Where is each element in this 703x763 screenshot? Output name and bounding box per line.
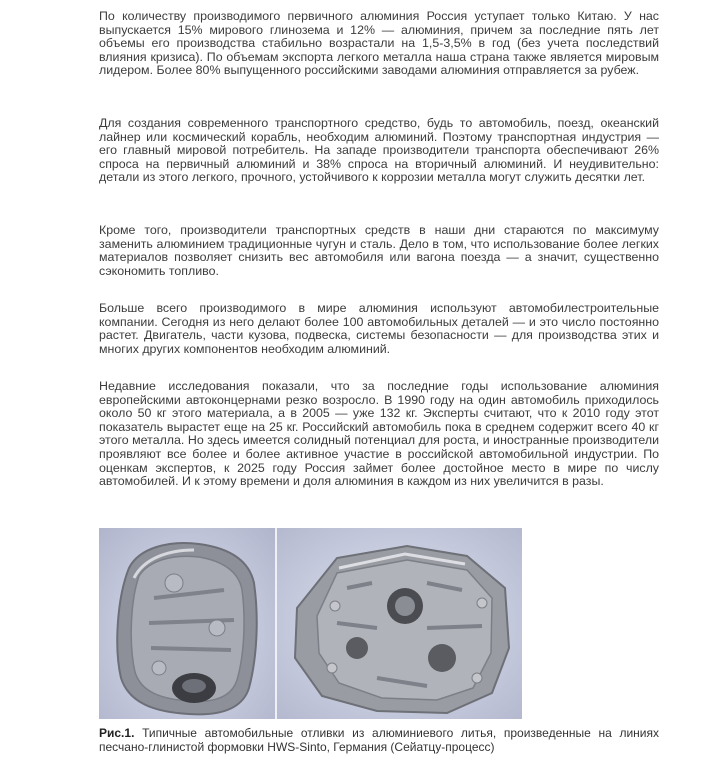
- gearbox-casting-image: [277, 528, 522, 719]
- figure-caption: [99, 727, 659, 754]
- caption-text: Типичные автомобильные отливки из алюминиевого литья, произведенные на линиях песчано-глинистой формовки HWS-Sinto, Германия (Сейатцу-процесс): [99, 726, 659, 754]
- paragraph-1: По количеству производимого первичного алюминия Россия уступает только Китаю. У нас выпускается 15% мирового глинозема и 12% — алюминия, причем за последние пять лет объемы его производства стабильно возрастали на 1,5-3,5% в год (без учета последствий влияния кризиса). По объемам экспорта легкого металла наша страна также является мировым лидером. Более 80% выпущенного российскими заводами алюминия отправляется за рубеж.: [99, 9, 659, 78]
- paragraph-5: Недавние исследования показали, что за последние годы использование алюминия европейскими автоконцернами резко возросло. В 1990 году на один автомобиль приходилось около 50 кг этого материала, а в 2005 — уже 132 кг. Эксперты считают, что к 2010 году этот показатель вырастет еще на 25 кг. Российский автомобиль пока в среднем содержит всего 40 кг этого металла. Но здесь имеется солидный потенциал для роста, и иностранные производители проявляют все более и более активное участие в российской автомобильной индустрии. По оценкам экспертов, к 2025 году Россия займет более достойное место в мире по числу автомобилей. И к этому времени и доля алюминия в каждом из них увеличится в разы.: [99, 379, 659, 489]
- casting-photo-housing: [99, 528, 275, 719]
- paragraph-4: Больше всего производимого в мире алюминия используют автомобилестроительные компании. Сегодня из него делают более 100 автомобильных деталей — и это число постоянно растет. Двигатель, части кузова, подвеска, системы безопасности — для производства этих и многих других компонентов необходим алюминий.: [99, 301, 659, 356]
- casting-photo-gearbox: [277, 528, 522, 719]
- paragraph-2: Для создания современного транспортного средство, будь то автомобиль, поезд, океанский лайнер или космический корабль, необходим алюминий. Поэтому транспортная индустрия — его главный мировой потребитель. На западе производители транспорта обеспечивают 26% спроса на первичный алюминий и 38% спроса на вторичный алюминий. И неудивительно: детали из этого легкого, прочного, устойчивого к коррозии металла могут служить десятки лет.: [99, 116, 659, 185]
- housing-casting-image: [99, 528, 275, 719]
- paragraph-3: Кроме того, производители транспортных средств в наши дни стараются по максимуму заменить алюминием традиционные чугун и сталь. Дело в том, что использование более легких материалов позволяет снизить вес автомобиля или вагона поезда — а значит, существенно сэкономить топливо.: [99, 223, 659, 278]
- figure-castings: [99, 528, 522, 719]
- caption-label: Рис.1.: [99, 726, 135, 740]
